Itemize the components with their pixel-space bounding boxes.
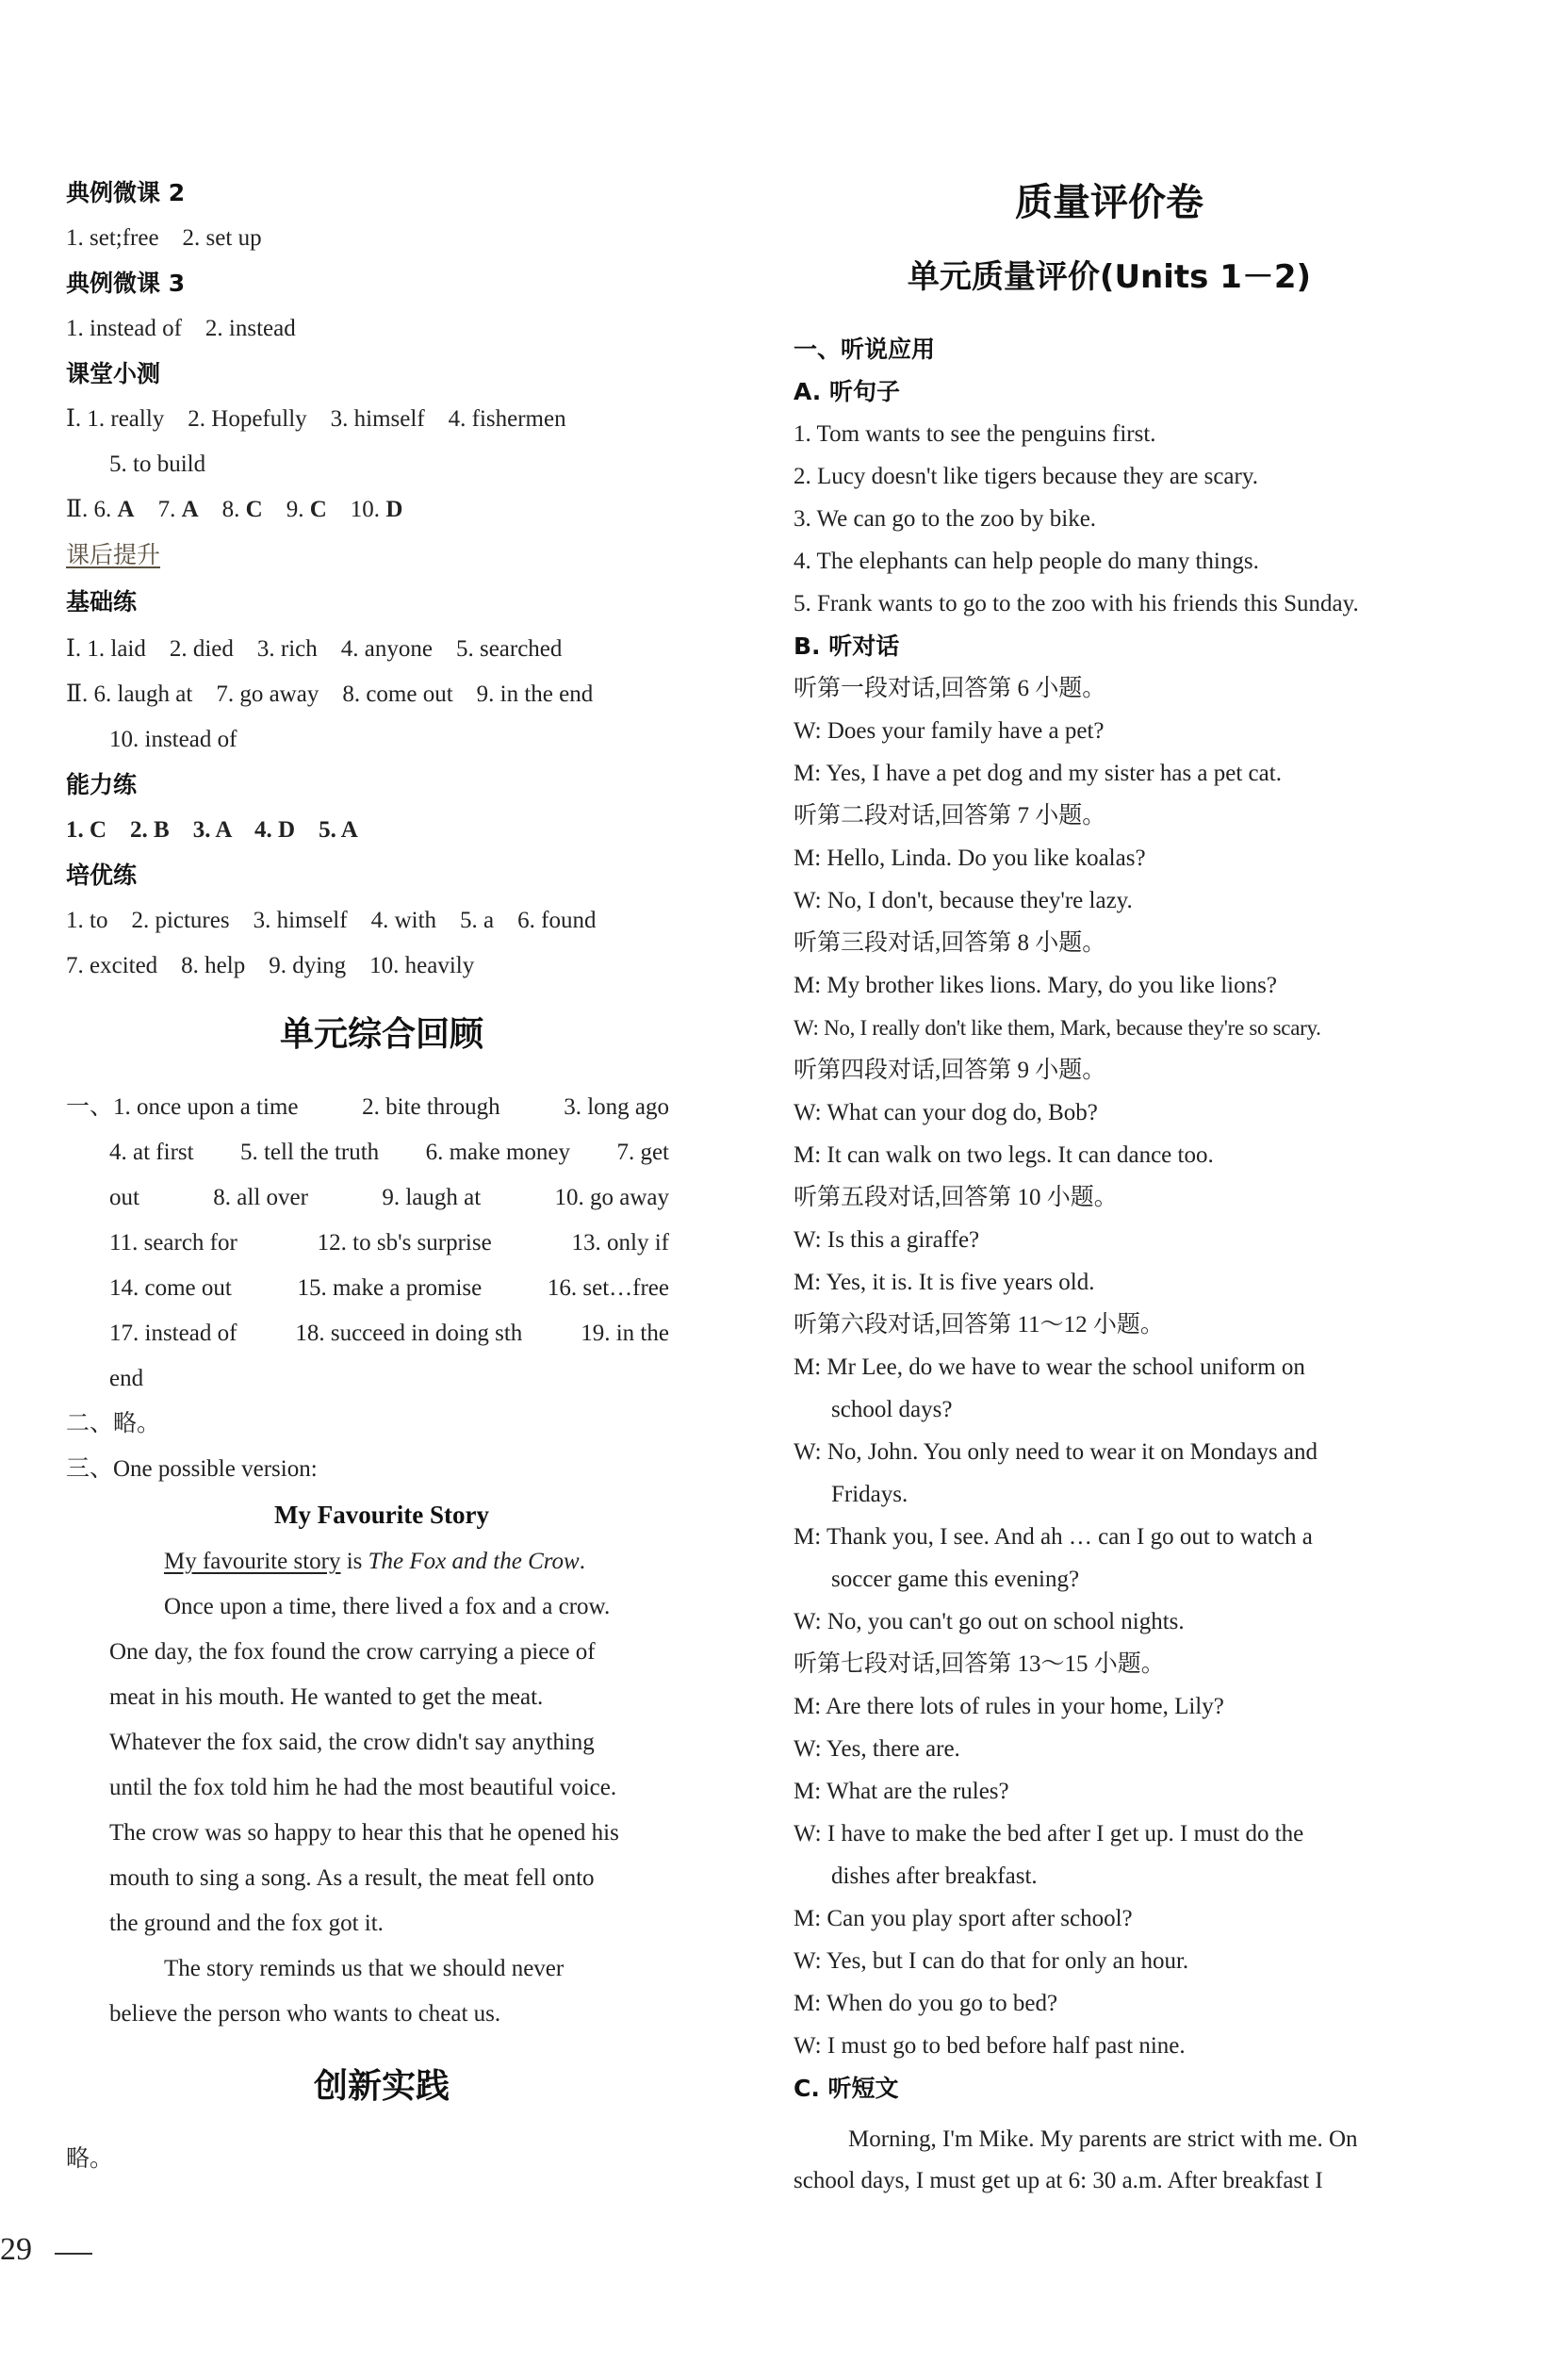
answer-line: 7. excited 8. help 9. dying 10. heavily: [66, 953, 475, 978]
transcript-line: 2. Lucy doesn't like tigers because they are scary.: [794, 464, 1258, 489]
dialogue-intro: 听第六段对话,回答第 11～12 小题。: [794, 1312, 1164, 1338]
section-heading: B. 听对话: [794, 632, 900, 660]
dialogue-intro: 听第二段对话,回答第 7 小题。: [794, 803, 1106, 829]
transcript-line: dishes after breakfast.: [831, 1863, 1038, 1889]
transcript-line: W: No, I don't, because they're lazy.: [794, 888, 1133, 913]
section-heading: 基础练: [66, 588, 138, 616]
answer-line: 1. set;free 2. set up: [66, 225, 262, 251]
transcript-line: W: I must go to bed before half past nine.: [794, 2033, 1186, 2059]
section-heading: A. 听句子: [794, 378, 901, 405]
section-title: 单元综合回顾: [279, 1015, 483, 1054]
dialogue-intro: 听第五段对话,回答第 10 小题。: [794, 1185, 1118, 1210]
section-heading: 典例微课 3: [66, 270, 186, 297]
transcript-line: W: I have to make the bed after I get up. I must do the: [794, 1821, 1304, 1847]
answer-line: 一、1. once upon a time 2. bite through 3. long ago: [66, 1094, 669, 1120]
section-heading: 典例微课 2: [66, 179, 186, 206]
essay-line: the ground and the fox got it.: [109, 1911, 384, 1936]
answer-line: 14. come out 15. make a promise 16. set…free: [109, 1275, 669, 1301]
transcript-line: M: Are there lots of rules in your home, Lily?: [794, 1694, 1224, 1719]
transcript-line: M: Yes, I have a pet dog and my sister has a pet cat.: [794, 761, 1282, 786]
answer-line: Ⅱ. 6. laugh at 7. go away 8. come out 9. in the end: [66, 681, 594, 707]
dialogue-intro: 听第一段对话,回答第 6 小题。: [794, 676, 1106, 701]
answer-line: Ⅰ. 1. really 2. Hopefully 3. himself 4. fishermen: [66, 406, 566, 432]
page-title: 质量评价卷: [1015, 181, 1203, 224]
transcript-line: M: My brother likes lions. Mary, do you like lions?: [794, 973, 1277, 998]
section-heading: 能力练: [66, 771, 138, 798]
answer-line: 三、One possible version:: [66, 1456, 318, 1482]
page-number-rule: [55, 2253, 92, 2255]
transcript-line: M: When do you go to bed?: [794, 1991, 1058, 2016]
transcript-line: M: Mr Lee, do we have to wear the school uniform on: [794, 1354, 1305, 1380]
answer-line: 11. search for 12. to sb's surprise 13. only if: [109, 1230, 669, 1256]
answer-line: out 8. all over 9. laugh at 10. go away: [109, 1185, 669, 1210]
transcript-line: M: Hello, Linda. Do you like koalas?: [794, 845, 1146, 871]
transcript-line: M: Thank you, I see. And ah … can I go out to watch a: [794, 1524, 1313, 1550]
transcript-line: 4. The elephants can help people do many things.: [794, 549, 1259, 574]
answer-line: 5. to build: [109, 451, 206, 477]
answer-line: 略。: [66, 2146, 114, 2172]
transcript-line: 3. We can go to the zoo by bike.: [794, 506, 1097, 532]
section-heading: 课堂小测: [66, 360, 161, 387]
transcript-line: Fridays.: [831, 1482, 908, 1507]
essay-title: My Favourite Story: [274, 1501, 489, 1529]
page-subtitle: 单元质量评价(Units 1－2): [907, 258, 1312, 296]
transcript-line: M: It can walk on two legs. It can dance too.: [794, 1142, 1214, 1168]
answer-line: 4. at first 5. tell the truth 6. make money 7. get: [109, 1140, 669, 1165]
answer-line: 10. instead of: [109, 727, 237, 752]
essay-line: The story reminds us that we should never: [164, 1956, 565, 1981]
transcript-line: W: Yes, but I can do that for only an hour.: [794, 1948, 1189, 1974]
answer-line: Ⅰ. 1. laid 2. died 3. rich 4. anyone 5. searched: [66, 636, 563, 662]
dialogue-intro: 听第七段对话,回答第 13～15 小题。: [794, 1651, 1165, 1677]
transcript-line: 1. Tom wants to see the penguins first.: [794, 421, 1156, 447]
section-heading: C. 听短文: [794, 2075, 899, 2102]
transcript-line: M: Yes, it is. It is five years old.: [794, 1270, 1095, 1295]
answer-line: 1. to 2. pictures 3. himself 4. with 5. a 6. found: [66, 908, 597, 933]
answer-line: Ⅱ. 6. A 7. A 8. C 9. C 10. D: [66, 497, 403, 522]
transcript-line: W: No, I really don't like them, Mark, because they're so scary.: [794, 1016, 1321, 1040]
transcript-line: soccer game this evening?: [831, 1567, 1080, 1592]
dialogue-intro: 听第三段对话,回答第 8 小题。: [794, 930, 1106, 956]
section-heading-underlined: 课后提升: [66, 541, 161, 568]
transcript-line: W: No, you can't go out on school nights.: [794, 1609, 1185, 1634]
transcript-line: M: What are the rules?: [794, 1779, 1009, 1804]
transcript-line: W: Yes, there are.: [794, 1736, 960, 1762]
transcript-line: W: Does your family have a pet?: [794, 718, 1105, 744]
essay-line: believe the person who wants to cheat us.: [109, 2001, 501, 2027]
essay-line: The crow was so happy to hear this that he opened his: [109, 1820, 619, 1846]
essay-line: until the fox told him he had the most beautiful voice.: [109, 1775, 617, 1800]
answer-line: 1. instead of 2. instead: [66, 316, 296, 341]
answer-line: end: [109, 1366, 144, 1391]
passage-line: Morning, I'm Mike. My parents are strict with me. On: [848, 2126, 1358, 2152]
essay-line: One day, the fox found the crow carrying a piece of: [109, 1639, 596, 1665]
transcript-line: W: Is this a giraffe?: [794, 1227, 980, 1253]
essay-line: Once upon a time, there lived a fox and a crow.: [164, 1594, 611, 1619]
section-title: 创新实践: [313, 2067, 450, 2106]
answer-line: 1. C 2. B 3. A 4. D 5. A: [66, 817, 358, 843]
essay-line: Whatever the fox said, the crow didn't say anything: [109, 1730, 595, 1755]
dialogue-intro: 听第四段对话,回答第 9 小题。: [794, 1058, 1106, 1083]
passage-line: school days, I must get up at 6: 30 a.m. After breakfast I: [794, 2168, 1323, 2193]
transcript-line: W: What can your dog do, Bob?: [794, 1100, 1098, 1125]
transcript-line: W: No, John. You only need to wear it on Mondays and: [794, 1439, 1318, 1465]
transcript-line: school days?: [831, 1397, 953, 1422]
transcript-line: 5. Frank wants to go to the zoo with his friends this Sunday.: [794, 591, 1359, 616]
transcript-line: M: Can you play sport after school?: [794, 1906, 1133, 1931]
answer-line: 二、略。: [66, 1411, 161, 1436]
section-heading: 一、听说应用: [794, 336, 936, 363]
essay-line: My favourite story is The Fox and the Crow.: [164, 1549, 585, 1574]
page-number: 29: [0, 2232, 32, 2267]
essay-line: meat in his mouth. He wanted to get the meat.: [109, 1684, 544, 1710]
essay-line: mouth to sing a song. As a result, the meat fell onto: [109, 1865, 595, 1891]
section-heading: 培优练: [66, 862, 138, 889]
answer-line: 17. instead of 18. succeed in doing sth 19. in the: [109, 1321, 669, 1346]
